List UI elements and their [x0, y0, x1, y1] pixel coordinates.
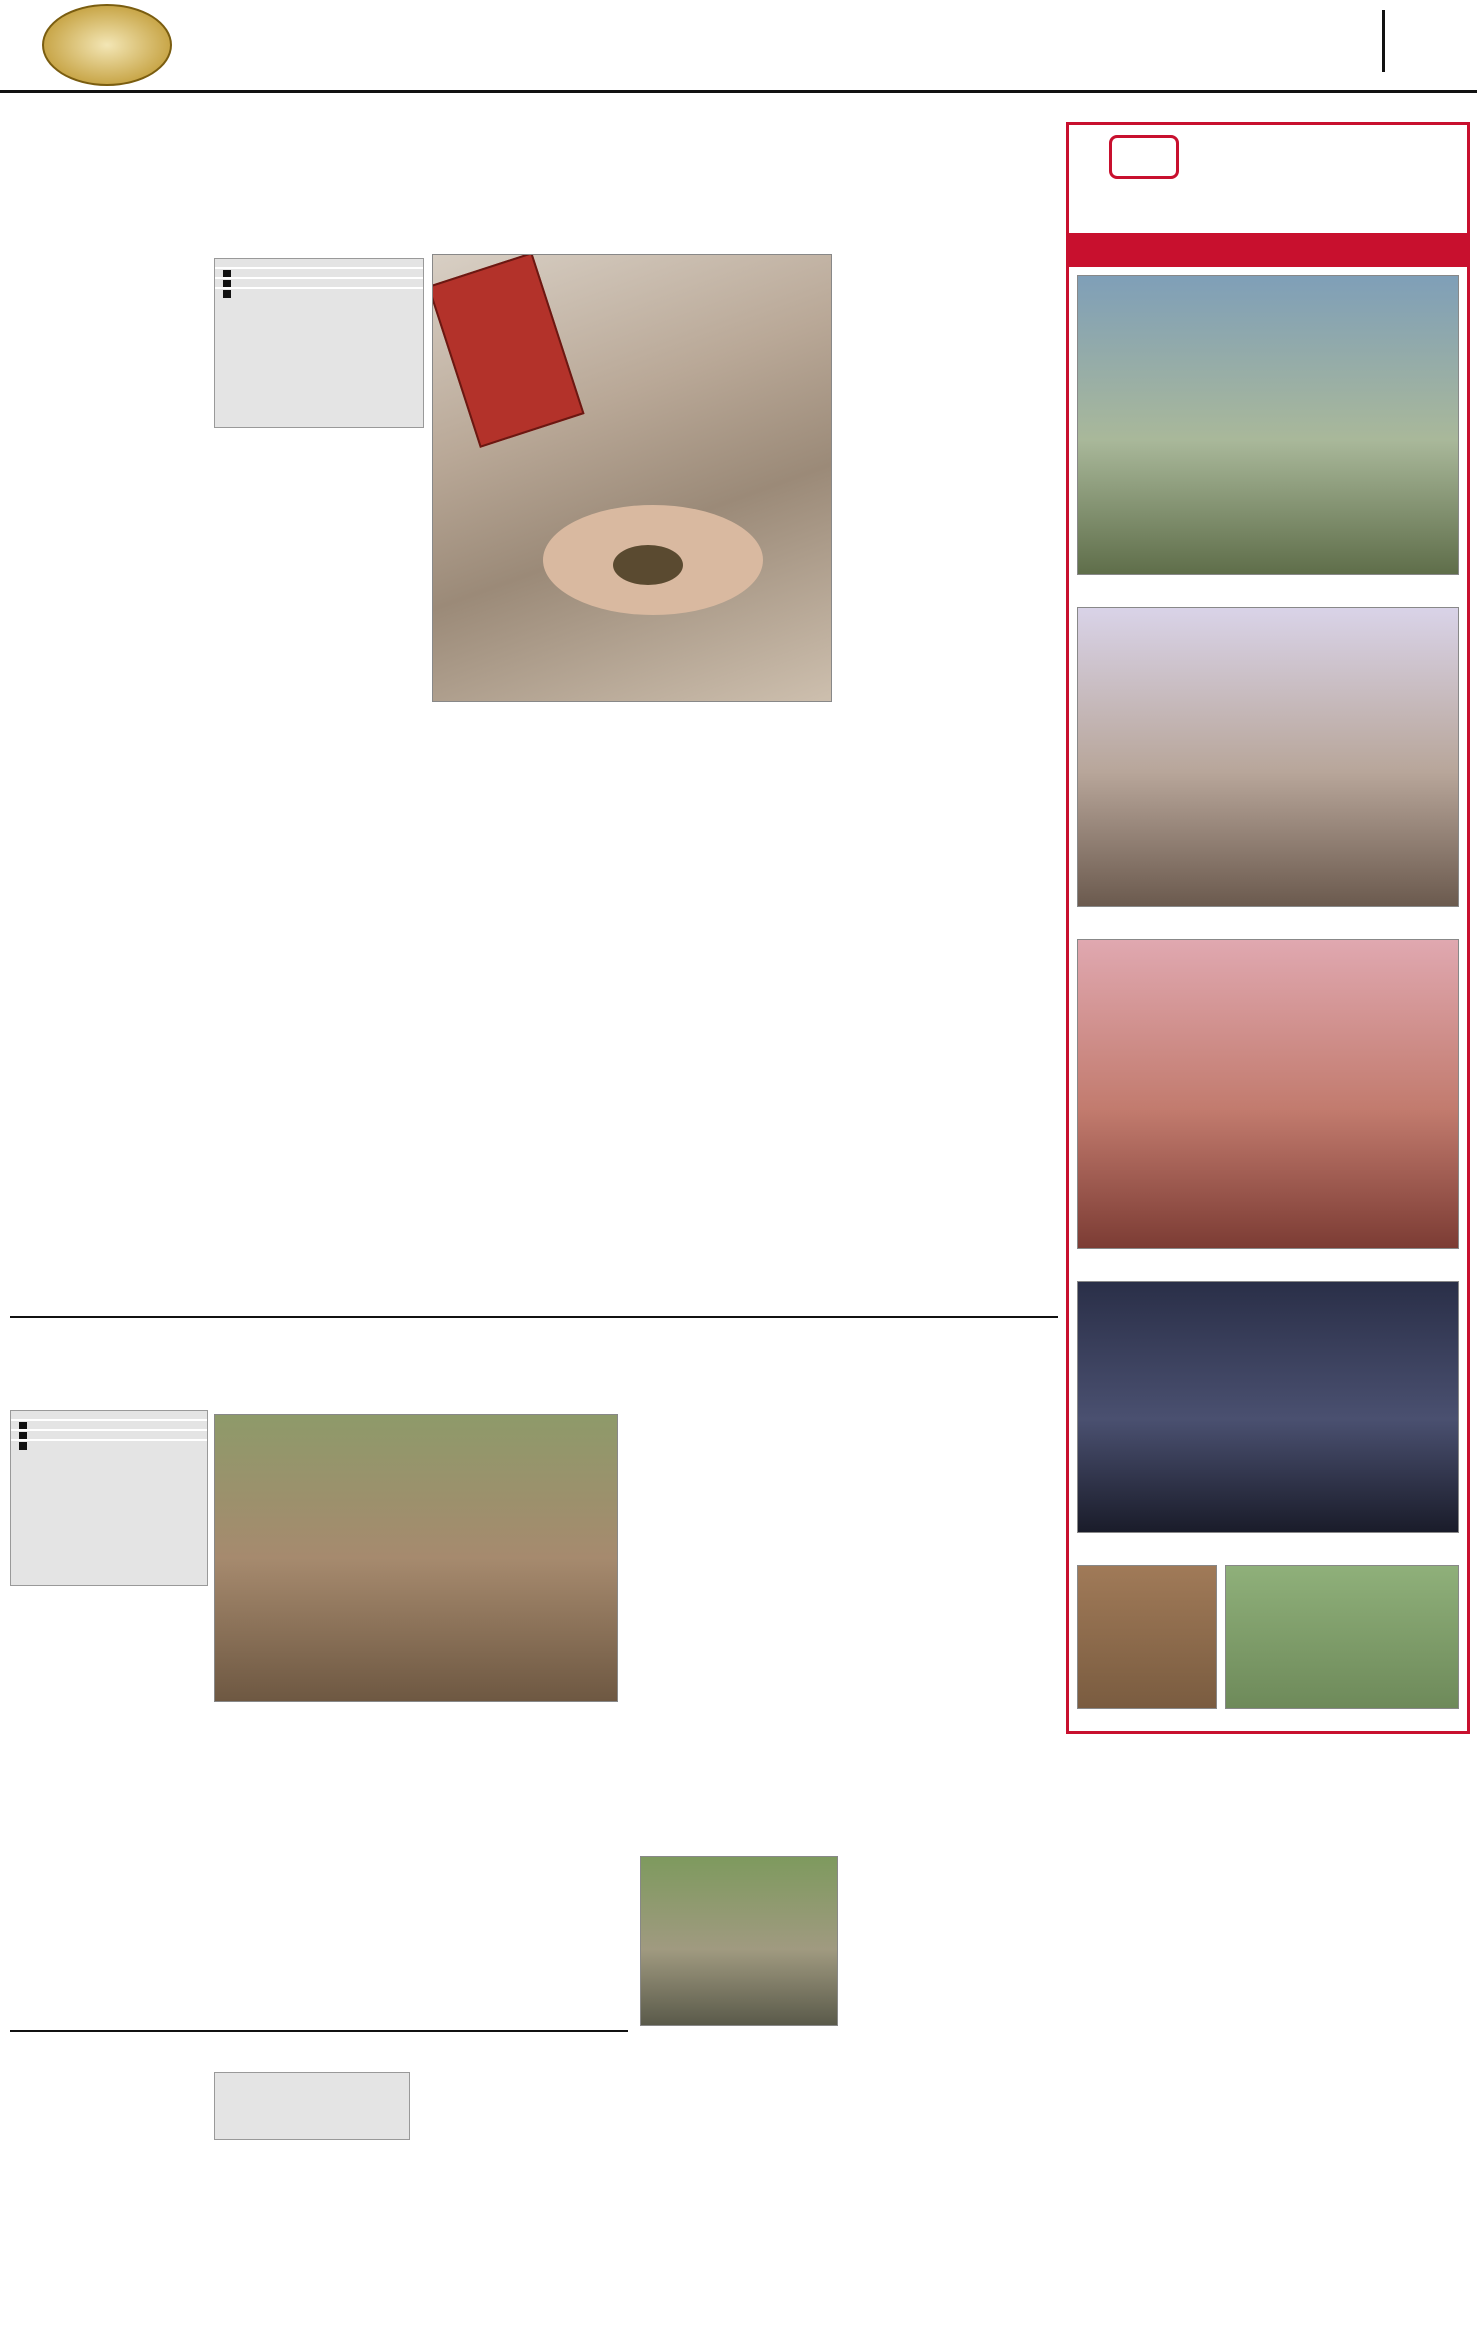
story3-col2 [846, 1436, 1058, 2026]
highlight-item [11, 1421, 207, 1431]
selfie-email[interactable] [1069, 233, 1467, 267]
selfie-photo-4 [1077, 1281, 1459, 1533]
mine-office-photo [640, 1856, 838, 2026]
story1-highlights [214, 258, 424, 428]
story2-col2 [214, 1710, 412, 2022]
story3-col1 [630, 1460, 838, 1686]
masthead-rule [0, 90, 1477, 93]
selfie-photo-5 [1077, 1565, 1217, 1709]
story2-col3 [420, 1710, 618, 2022]
story1-col4 [640, 710, 832, 1308]
story4-col1 [14, 2112, 204, 2216]
selfie-photo-1 [1077, 275, 1459, 575]
story2-col1 [10, 1618, 208, 2022]
selfie-corner [1066, 122, 1470, 1734]
story1-col2 [214, 436, 424, 1308]
highlight-item [215, 269, 423, 279]
story1-col1 [28, 278, 206, 1308]
phone-icon [1109, 135, 1179, 179]
anniversary-logo [42, 4, 172, 86]
story3-callout [630, 1690, 838, 1852]
child-marriage-photo [214, 1414, 618, 1702]
highlight-item [215, 259, 423, 269]
story4-callout [214, 2072, 410, 2140]
story4-col3 [420, 2040, 626, 2216]
story1-col3 [432, 710, 632, 1308]
story2-highlights [10, 1410, 208, 1586]
highlight-item [11, 1411, 207, 1421]
selfie-logo [1109, 131, 1429, 187]
selfie-photo-3 [1077, 939, 1459, 1249]
highlight-item [11, 1431, 207, 1441]
selfie-photo-6 [1225, 1565, 1459, 1709]
story1-col5 [840, 254, 1058, 1308]
story2-rule [10, 1316, 1058, 1318]
section-divider [1382, 10, 1385, 72]
selfie-photo-2 [1077, 607, 1459, 907]
highlight-item [215, 279, 423, 289]
story4-rule [10, 2030, 628, 2032]
masthead [0, 0, 1477, 90]
story4-col2 [214, 2146, 410, 2216]
gutkha-photo [432, 254, 832, 702]
